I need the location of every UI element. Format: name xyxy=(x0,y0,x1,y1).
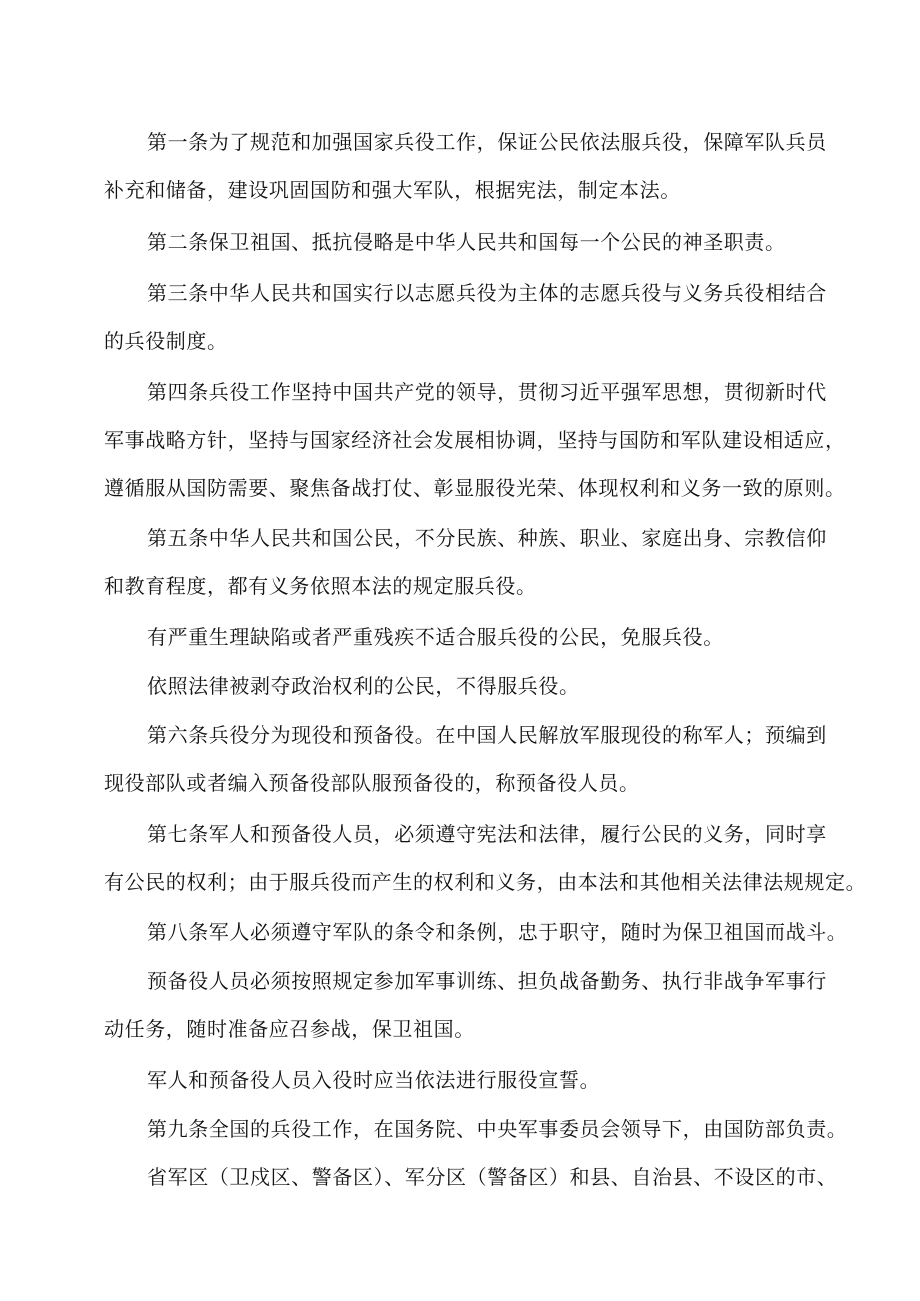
article-1-line-1: 第一条为了规范和加强国家兵役工作，保证公民依法服兵役，保障军队兵员 xyxy=(147,130,827,154)
article-7-line-2: 有公民的权利；由于服兵役而产生的权利和义务，由本法和其他相关法律法规规定。 xyxy=(104,870,867,894)
article-8-para-2-line-1: 预备役人员必须按照规定参加军事训练、担负战备勤务、执行非战争军事行 xyxy=(147,969,827,993)
article-4-line-2: 军事战略方针，坚持与国家经济社会发展相协调，坚持与国防和军队建设相适应， xyxy=(104,428,846,452)
article-8-para-2-line-2: 动任务，随时准备应召参战，保卫祖国。 xyxy=(104,1017,475,1041)
article-5-line-2: 和教育程度，都有义务依照本法的规定服兵役。 xyxy=(104,574,537,598)
article-1-line-2: 补充和储备，建设巩固国防和强大军队，根据宪法，制定本法。 xyxy=(104,178,681,202)
article-6-line-1: 第六条兵役分为现役和预备役。在中国人民解放军服现役的称军人；预编到 xyxy=(147,723,827,747)
article-4-line-1: 第四条兵役工作坚持中国共产党的领导，贯彻习近平强军思想，贯彻新时代 xyxy=(147,380,827,404)
article-7-line-1: 第七条军人和预备役人员，必须遵守宪法和法律，履行公民的义务，同时享 xyxy=(147,822,827,846)
article-9-para-2-line-1: 省军区（卫戍区、警备区）、军分区（警备区）和县、自治县、不设区的市、 xyxy=(147,1165,838,1189)
article-5-para-3: 依照法律被剥夺政治权利的公民，不得服兵役。 xyxy=(147,674,580,698)
article-6-line-2: 现役部队或者编入预备役部队服预备役的，称预备役人员。 xyxy=(104,771,640,795)
article-5-line-1: 第五条中华人民共和国公民，不分民族、种族、职业、家庭出身、宗教信仰 xyxy=(147,526,827,550)
article-8-line-1: 第八条军人必须遵守军队的条令和条例，忠于职守，随时为保卫祖国而战斗。 xyxy=(147,920,848,944)
article-2-line-1: 第二条保卫祖国、抵抗侵略是中华人民共和国每一个公民的神圣职责。 xyxy=(147,230,786,254)
article-8-para-3: 军人和预备役人员入役时应当依法进行服役宣誓。 xyxy=(147,1068,601,1092)
article-4-line-3: 遵循服从国防需要、聚焦备战打仗、彰显服役光荣、体现权利和义务一致的原则。 xyxy=(104,476,846,500)
article-3-line-1: 第三条中华人民共和国实行以志愿兵役为主体的志愿兵役与义务兵役相结合 xyxy=(147,281,827,305)
article-5-para-2: 有严重生理缺陷或者严重残疾不适合服兵役的公民，免服兵役。 xyxy=(147,625,724,649)
article-9-line-1: 第九条全国的兵役工作，在国务院、中央军事委员会领导下，由国防部负责。 xyxy=(147,1117,848,1141)
article-3-line-2: 的兵役制度。 xyxy=(104,329,228,353)
